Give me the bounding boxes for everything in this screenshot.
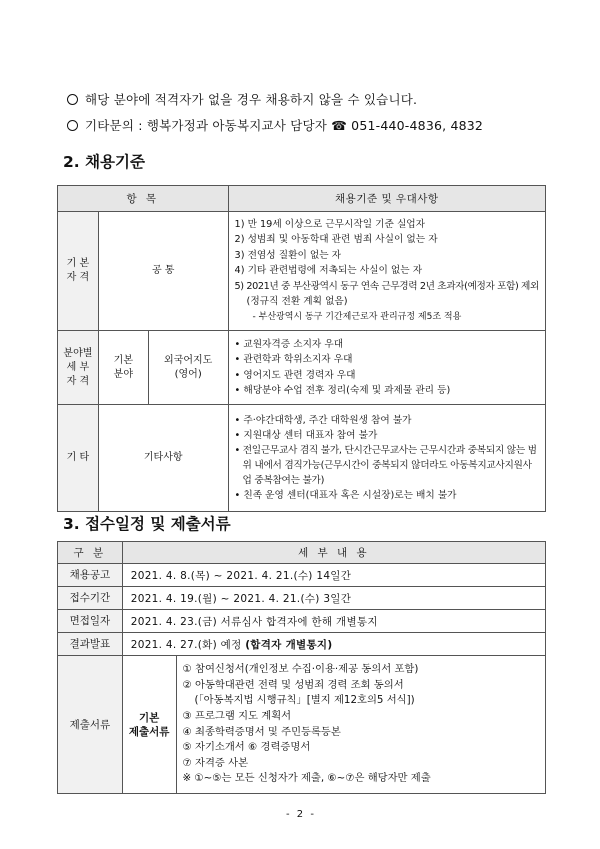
row-value: 2021. 4. 23.(금) 서류심사 합격자에 한해 개별통지	[122, 610, 545, 633]
common-label: 공 통	[98, 212, 228, 331]
list-item: ④ 최종학력증명서 및 주민등록등본	[182, 725, 341, 738]
list-item: 1) 만 19세 이상으로 근무시작일 기준 실업자	[234, 218, 426, 230]
circle-bullet-icon	[67, 94, 78, 105]
row-label: 면접일자	[58, 610, 123, 633]
list-item: • 친족 운영 센터(대표자 혹은 시설장)로는 배치 불가	[234, 490, 457, 501]
basic-qualification-label	[58, 212, 99, 331]
list-item: • 주·야간대학생, 주간 대학원생 참여 불가	[234, 415, 412, 426]
header-category: 구 분	[58, 542, 123, 564]
list-item: • 전일근무교사 겸직 불가, 단시간근무교사는 근무시간과 중복되지 않는 범위 내에서 겸직가능(근무시간이 중복되지 않더라도 아동복지교사지원사업 중복참여는 불가)	[234, 445, 537, 486]
page-number: - 2 -	[286, 809, 316, 820]
table-row	[58, 633, 546, 656]
list-item: ※ ①~⑤는 모든 신청자가 제출, ⑥~⑦은 해당자만 제출	[182, 772, 431, 785]
header-criteria: 채용기준 및 우대사항	[228, 186, 545, 212]
list-item: 4) 기타 관련법령에 저촉되는 사실이 없는 자	[234, 265, 423, 277]
basic-documents-label: 기본 제출서류	[122, 656, 176, 794]
list-item: • 교원자격증 소지자 우대	[234, 338, 344, 350]
documents-label: 제출서류	[58, 656, 123, 794]
header-item: 항 목	[58, 186, 229, 212]
field-qualification-label: 분야별 세 부 자 격	[58, 331, 99, 405]
row-label: 접수기간	[58, 587, 123, 610]
section-2-title: 2. 채용기준	[63, 153, 145, 171]
row-value: 2021. 4. 8.(목) ~ 2021. 4. 21.(수) 14일간	[122, 564, 545, 587]
list-item: ② 아동학대관련 전력 및 성범죄 경력 조회 동의서	[182, 678, 404, 691]
table-row	[58, 610, 546, 633]
circle-bullet-icon	[67, 120, 78, 131]
field-qualification-list	[228, 331, 545, 405]
note-contact: 기타문의 : 행복가정과 아동복지교사 담당자 ☎ 051-440-4836, 4832	[67, 116, 483, 134]
list-item: ③ 프로그램 지도 계획서	[182, 709, 292, 722]
table-row	[58, 656, 546, 794]
list-item: 3) 전염성 질환이 없는 자	[234, 249, 342, 261]
list-item: (「아동복지법 시행규칙」[별지 제12호의5 서식])	[194, 694, 415, 707]
other-label: 기 타	[58, 405, 99, 512]
list-item: • 해당분야 수업 전후 정리(숙제 및 과제물 관리 등)	[234, 385, 451, 396]
basic-field-label: 기본 분야	[98, 331, 148, 405]
note-no-qualified: 해당 분야에 적격자가 없을 경우 채용하지 않을 수 있습니다.	[67, 90, 417, 108]
list-item: ① 참여신청서(개인정보 수집·이용·제공 동의서 포함)	[182, 663, 419, 676]
list-item: ⑤ 자기소개서 ⑥ 경력증명서	[182, 741, 311, 754]
row-label: 결과발표	[58, 633, 123, 656]
other-matters-label: 기타사항	[98, 405, 228, 512]
result-notice-bold: (합격자 개별통지)	[245, 638, 333, 651]
row-value: 2021. 4. 27.(화) 예정 (합격자 개별통지)	[122, 633, 545, 656]
table-row	[58, 587, 546, 610]
schedule-table	[57, 541, 546, 794]
list-item: - 부산광역시 동구 기간제근로자 관리규정 제5조 적용	[252, 311, 462, 322]
list-item: 5) 2021년 중 부산광역시 동구 연속 근무경력 2년 초과자(예정자 포함) 제외	[234, 280, 539, 292]
documents-list	[176, 656, 545, 794]
section-3-title: 3. 접수일정 및 제출서류	[63, 515, 231, 533]
list-item: • 지원대상 센터 대표자 참여 불가	[234, 430, 378, 441]
list-item: • 관련학과 학위소지자 우대	[234, 354, 353, 365]
list-item: ⑦ 자격증 사본	[182, 756, 249, 769]
foreign-language-label: 외국어지도 (영어)	[148, 331, 228, 405]
criteria-table	[57, 185, 546, 512]
row-label: 채용공고	[58, 564, 123, 587]
list-item: 2) 성범죄 및 아동학대 관련 범죄 사실이 없는 자	[234, 234, 438, 246]
list-item: • 영어지도 관련 경력자 우대	[234, 369, 356, 381]
header-details: 세 부 내 용	[122, 542, 545, 564]
row-value: 2021. 4. 19.(월) ~ 2021. 4. 21.(수) 3일간	[122, 587, 545, 610]
basic-cat-text: 기 본 자 격	[66, 258, 90, 283]
other-matters-list	[228, 405, 545, 512]
table-row	[58, 564, 546, 587]
list-item: (정규직 전환 계획 없음)	[246, 296, 348, 308]
basic-qualification-list	[228, 212, 545, 331]
